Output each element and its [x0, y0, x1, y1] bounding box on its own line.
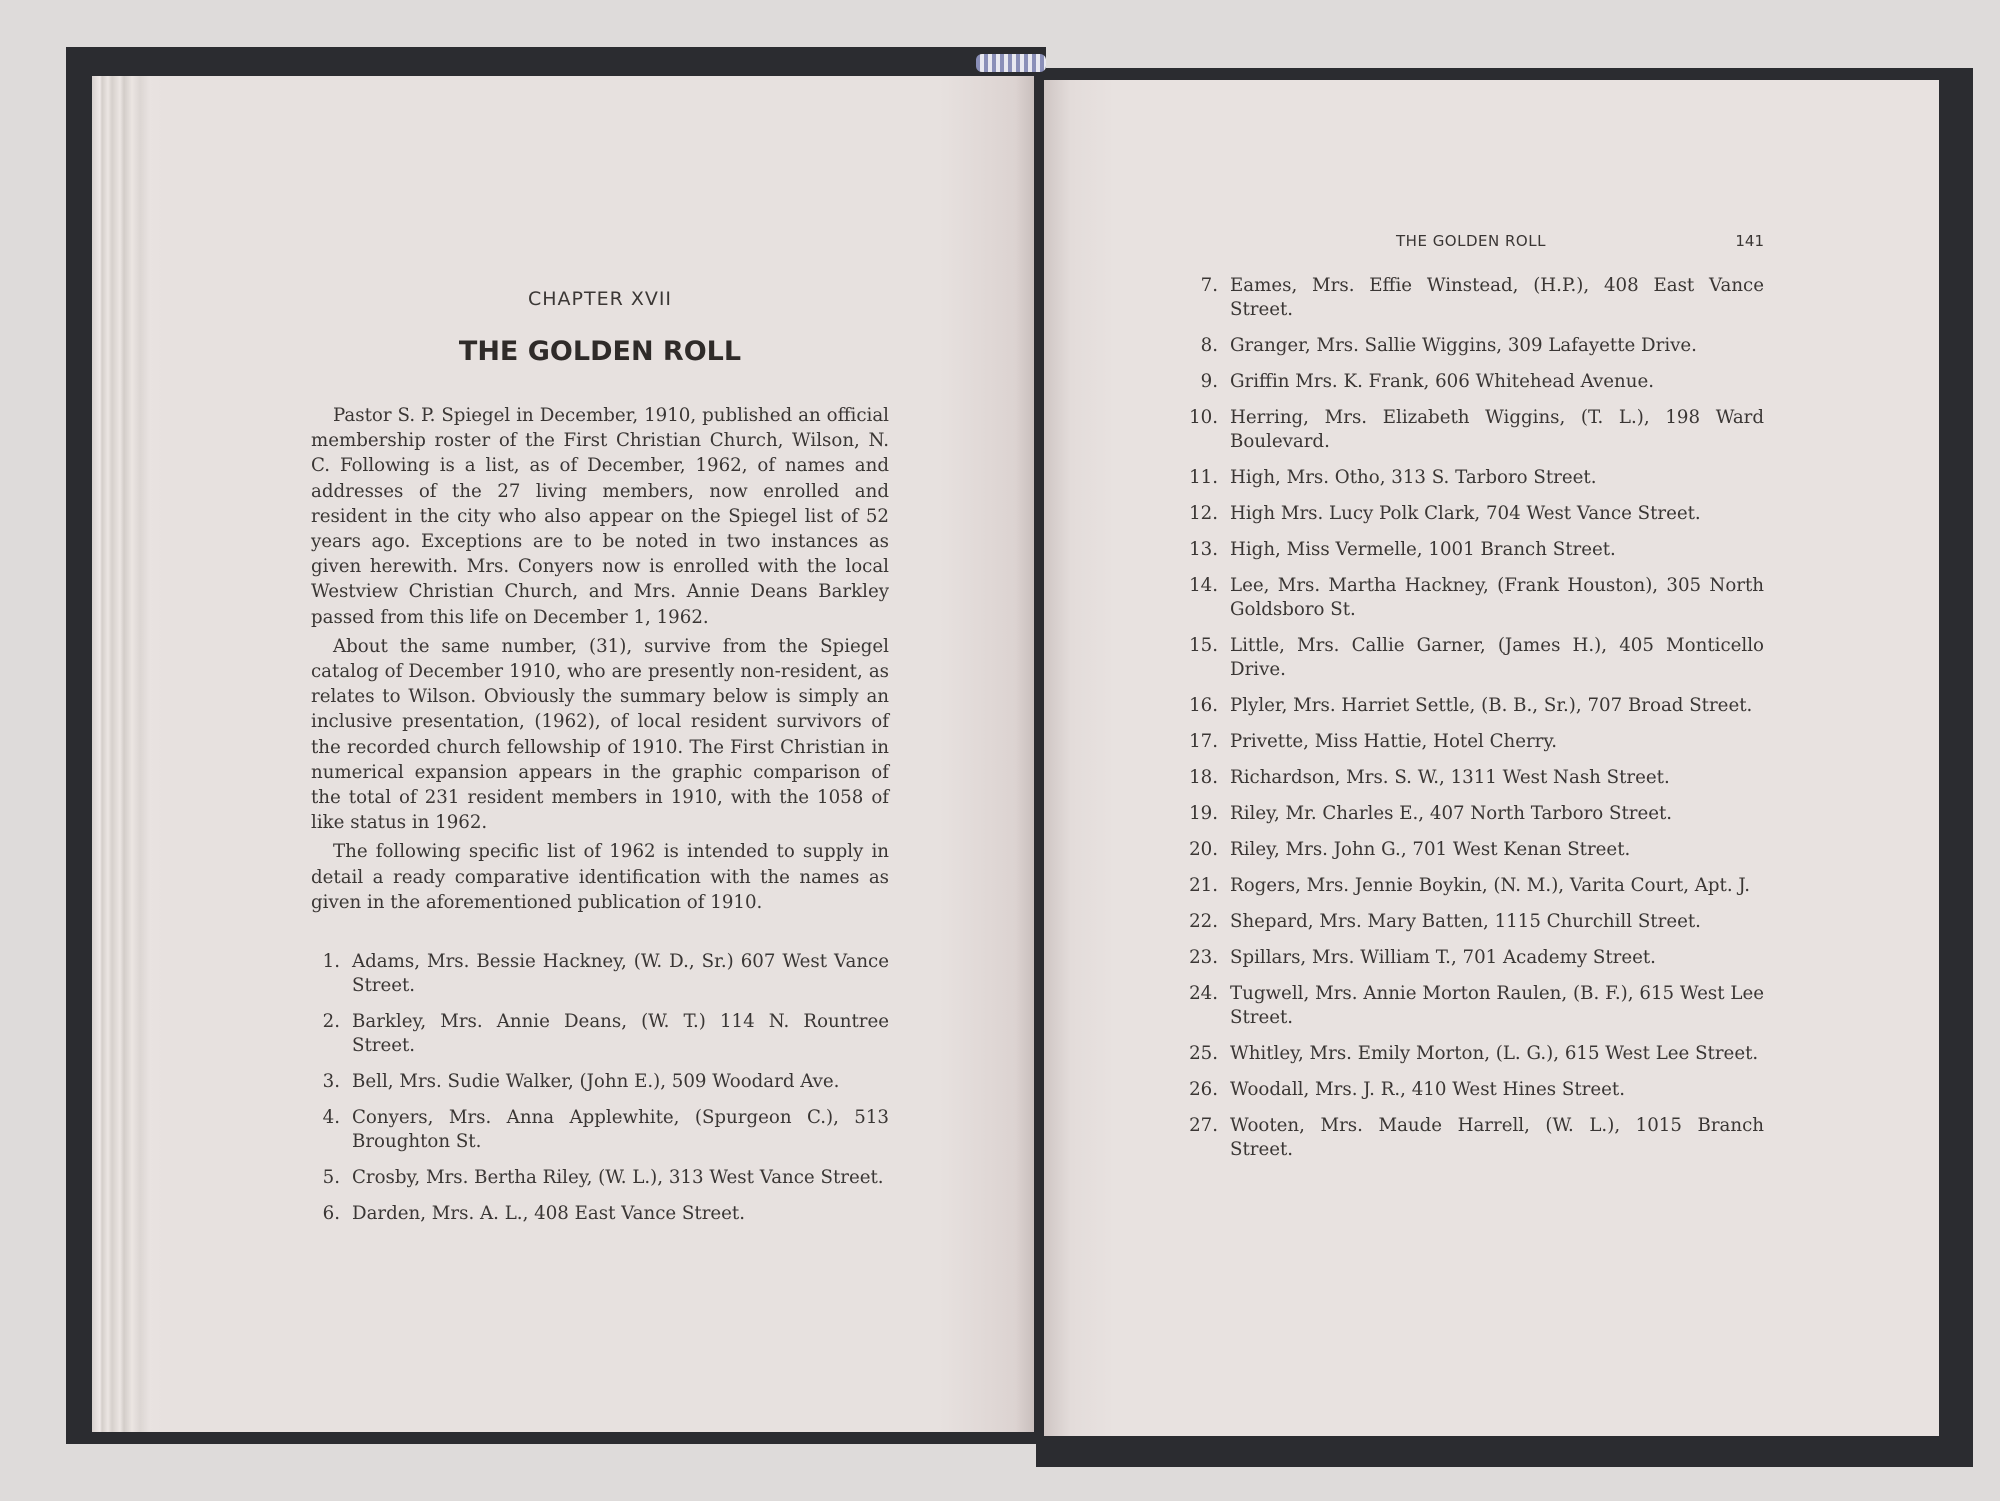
item-text: Tugwell, Mrs. Annie Morton Raulen, (B. F.), 615 West Lee Street. [1230, 983, 1764, 1028]
item-number: 11. [1189, 467, 1218, 488]
list-item [1178, 838, 1764, 862]
list-item [1178, 538, 1764, 562]
list-item [1178, 334, 1764, 358]
item-number: 23. [1189, 947, 1218, 968]
item-text: High, Mrs. Otho, 313 S. Tarboro Street. [1230, 467, 1597, 488]
item-number: 4. [322, 1107, 340, 1128]
list-item [1178, 946, 1764, 970]
list-item [1178, 1114, 1764, 1162]
item-text: High, Miss Vermelle, 1001 Branch Street. [1230, 539, 1616, 560]
item-text: Riley, Mr. Charles E., 407 North Tarboro Street. [1230, 803, 1673, 824]
item-text: Plyler, Mrs. Harriet Settle, (B. B., Sr.), 707 Broad Street. [1230, 695, 1753, 716]
item-text: Little, Mrs. Callie Garner, (James H.), 405 Monticello Drive. [1230, 635, 1764, 680]
list-item [1178, 502, 1764, 526]
item-number: 2. [322, 1011, 340, 1032]
item-number: 14. [1189, 575, 1218, 596]
list-item [1178, 1078, 1764, 1102]
item-number: 25. [1189, 1043, 1218, 1064]
page-number: 141 [1735, 232, 1764, 250]
paragraph: Pastor S. P. Spiegel in December, 1910, published an official membership roster of the First Christian Church, Wilson, N. C. Following is a list, as of December, 1962, of names and addresses of the 27 living members, now enrolled and resident in the city who also appear on the Spiegel list of 52 years ago. Exceptions are to be noted in two instances as given herewith. Mrs. Conyers now is enrolled with the local Westview Christian Church, and Mrs. Annie Deans Barkley passed from this life on December 1, 1962. [311, 405, 889, 628]
list-item [1178, 574, 1764, 622]
item-number: 17. [1189, 731, 1218, 752]
list-item [1178, 910, 1764, 934]
member-list-right [1178, 274, 1764, 1174]
list-item [1178, 802, 1764, 826]
list-item [1178, 466, 1764, 490]
list-item [1178, 694, 1764, 718]
item-text: Riley, Mrs. John G., 701 West Kenan Street. [1230, 839, 1631, 860]
list-item [1178, 634, 1764, 682]
item-number: 3. [322, 1071, 340, 1092]
list-item [300, 1202, 889, 1226]
item-text: Adams, Mrs. Bessie Hackney, (W. D., Sr.) 607 West Vance Street. [352, 951, 889, 996]
item-text: Granger, Mrs. Sallie Wiggins, 309 Lafayette Drive. [1230, 335, 1697, 356]
item-number: 1. [322, 951, 340, 972]
item-text: High Mrs. Lucy Polk Clark, 704 West Vance Street. [1230, 503, 1701, 524]
list-item [1178, 874, 1764, 898]
running-head-title: THE GOLDEN ROLL [1396, 232, 1546, 250]
list-item [1178, 766, 1764, 790]
item-number: 22. [1189, 911, 1218, 932]
item-text: Lee, Mrs. Martha Hackney, (Frank Houston), 305 North Goldsboro St. [1230, 575, 1764, 620]
list-item [1178, 730, 1764, 754]
item-number: 20. [1189, 839, 1218, 860]
item-text: Shepard, Mrs. Mary Batten, 1115 Churchill Street. [1230, 911, 1701, 932]
list-item [300, 1106, 889, 1154]
list-item [300, 1166, 889, 1190]
item-number: 12. [1189, 503, 1218, 524]
item-text: Bell, Mrs. Sudie Walker, (John E.), 509 Woodard Ave. [352, 1071, 840, 1092]
list-item [300, 1070, 889, 1094]
list-item [300, 1010, 889, 1058]
item-text: Rogers, Mrs. Jennie Boykin, (N. M.), Varita Court, Apt. J. [1230, 875, 1751, 896]
item-number: 27. [1189, 1115, 1218, 1136]
item-number: 15. [1189, 635, 1218, 656]
item-number: 6. [322, 1203, 340, 1224]
item-number: 5. [322, 1167, 340, 1188]
item-text: Richardson, Mrs. S. W., 1311 West Nash Street. [1230, 767, 1670, 788]
chapter-number: CHAPTER XVII [527, 288, 673, 310]
item-text: Griffin Mrs. K. Frank, 606 Whitehead Avenue. [1230, 371, 1655, 392]
list-item [1178, 982, 1764, 1030]
item-number: 16. [1189, 695, 1218, 716]
item-text: Crosby, Mrs. Bertha Riley, (W. L.), 313 West Vance Street. [352, 1167, 884, 1188]
item-number: 19. [1189, 803, 1218, 824]
list-item [1178, 370, 1764, 394]
list-item [1178, 406, 1764, 454]
list-item [1178, 1042, 1764, 1066]
item-text: Conyers, Mrs. Anna Applewhite, (Spurgeon C.), 513 Broughton St. [352, 1107, 889, 1152]
item-text: Privette, Miss Hattie, Hotel Cherry. [1230, 731, 1557, 752]
item-text: Wooten, Mrs. Maude Harrell, (W. L.), 1015 Branch Street. [1230, 1115, 1764, 1160]
item-text: Eames, Mrs. Effie Winstead, (H.P.), 408 East Vance Street. [1230, 275, 1764, 320]
item-number: 10. [1189, 407, 1218, 428]
item-text: Whitley, Mrs. Emily Morton, (L. G.), 615 West Lee Street. [1230, 1043, 1759, 1064]
item-number: 9. [1200, 371, 1218, 392]
item-number: 26. [1189, 1079, 1218, 1100]
intro-text [311, 403, 889, 919]
item-text: Darden, Mrs. A. L., 408 East Vance Street. [352, 1203, 746, 1224]
item-text: Spillars, Mrs. William T., 701 Academy Street. [1230, 947, 1656, 968]
item-text: Woodall, Mrs. J. R., 410 West Hines Street. [1230, 1079, 1625, 1100]
paragraph: About the same number, (31), survive from the Spiegel catalog of December 1910, who are presently non-resident, as relates to Wilson. Obviously the summary below is simply an inclusive presentation, (1962), of local resident survivors of the recorded church fellowship of 1910. The First Christian in numerical expansion appears in the graphic comparison of the total of 231 resident members in 1910, with the 1058 of like status in 1962. [311, 635, 889, 834]
list-item [300, 950, 889, 998]
item-number: 18. [1189, 767, 1218, 788]
bookmark-ribbon [976, 54, 1046, 72]
member-list-left [300, 950, 889, 1238]
item-number: 21. [1189, 875, 1218, 896]
chapter-title: THE GOLDEN ROLL [458, 336, 742, 367]
item-number: 13. [1189, 539, 1218, 560]
item-text: Herring, Mrs. Elizabeth Wiggins, (T. L.), 198 Ward Boulevard. [1230, 407, 1764, 452]
item-text: Barkley, Mrs. Annie Deans, (W. T.) 114 N. Rountree Street. [352, 1011, 889, 1056]
item-number: 24. [1189, 983, 1218, 1004]
item-number: 7. [1200, 275, 1218, 296]
paragraph: The following specific list of 1962 is intended to supply in detail a ready comparative identification with the names as given in the aforementioned publication of 1910. [311, 841, 889, 913]
item-number: 8. [1200, 335, 1218, 356]
list-item [1178, 274, 1764, 322]
